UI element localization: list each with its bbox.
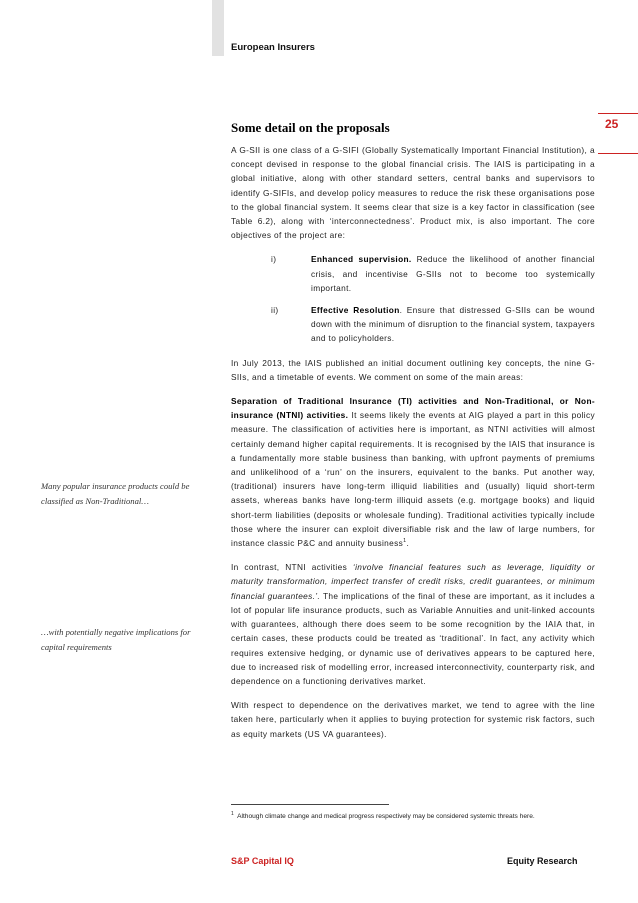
footer-section: Equity Research: [507, 856, 578, 866]
objective-item: [231, 303, 595, 346]
footnote-number: 1: [231, 810, 234, 817]
footnote-reference[interactable]: 1: [403, 538, 407, 545]
main-column: [231, 120, 595, 751]
objective-text: . Ensure that distressed G-SIIs can be wound down with the minimum of disruption to the financial system, taxpayers and to policyholders.: [311, 305, 595, 344]
july-paragraph: In July 2013, the IAIS published an initial document outlining key concepts, the nine G-SIIs, and a timetable of events. We comment on some of the main areas:: [231, 357, 595, 382]
objective-text: Reduce the likelihood of another financial crisis, and incentivise G-SIIs not to become too systemically important.: [311, 254, 596, 293]
page-number-rule-bottom: [598, 153, 638, 154]
sidenote-capital: …with potentially negative implications for capital requirements: [41, 627, 191, 652]
separation-heading: Separation of Traditional Insurance (TI) activities and Non-Traditional, or Non-insurance (NTNI) activities.: [231, 396, 595, 421]
objective-body: [311, 303, 595, 346]
objective-number: ii): [271, 305, 279, 316]
separation-paragraph: [231, 394, 595, 550]
footer-brand: S&P Capital IQ: [231, 856, 294, 866]
objectives-list: [231, 252, 595, 345]
objective-item: [231, 252, 595, 295]
objective-number: i): [271, 254, 277, 265]
intro-paragraph: A G-SII is one class of a G-SIFI (Globally Systematically Important Financial Institution), a concept devised in response to the global financial crisis. The IAIS is participating in a global initiative, along with other standard setters, central banks and supervisors to identify G-SIFIs, and develop policy measures to reduce the risk these organisations pose to the global financial system. It seems clear that size is a key factor in classification (see Table 6.2), along with ‘interconnectedness’. Product mix, is also important. The core objectives of the project are:: [231, 145, 595, 241]
objective-heading: Effective Resolution: [311, 305, 400, 316]
footnote-divider: [231, 804, 389, 805]
separation-text: It seems likely the events at AIG played a part in this policy measure. The classification of activities here is important, as NTNI activities will almost certainly demand higher capital requirements. It is recognised by the IAIS that insurance is a fundamentally more stable business than banking, with upfront payments of premiums and unlikelihood of a ‘run’ on the insurers, equivalent to the banks. Put another way, (traditional) insurers have long-term illiquid liabilities and (usually) liquid short-term assets, whereas banks have long-term illiquid assets (e.g. mortgage books) and liquid short-term liabilities (deposits or wholesale funding). Traditional activities typically include those where the insurer can exploit diversifiable risk and the law of large numbers, for instance classic P&C and annuity business: [231, 410, 595, 549]
running-header: European Insurers: [231, 42, 315, 53]
contrast-text: The implications of the final of these are important, as it includes a lot of popular life insurance products, such as Variable Annuities and unit-linked accounts with guarantees, although there does seem to be some recognition by the IAIA that, in certain cases, these products could be treated as ‘traditional’. In fact, any activity which requires extensive hedging, or dynamic use of derivatives appears to be captured here, due to increased risk of modelling error, increased interconnectivity, counterparty risk, and dependence on a functioning derivatives market.: [231, 590, 595, 686]
footnote: [231, 812, 595, 823]
page-number: 25: [605, 117, 619, 131]
contrast-lead: In contrast, NTNI activities: [231, 562, 353, 573]
sidenote-non-traditional: Many popular insurance products could be classified as Non-Traditional…: [41, 481, 190, 506]
page-number-rule-top: [598, 113, 638, 114]
section-title: Some detail on the proposals: [231, 120, 390, 135]
separation-end: .: [406, 538, 410, 549]
objective-heading: Enhanced supervision.: [311, 254, 412, 265]
header-tab-bar: [212, 0, 224, 56]
objective-body: [311, 252, 595, 295]
contrast-paragraph: [231, 560, 595, 688]
contrast-quote: ‘involve financial features such as leverage, liquidity or maturity transformation, imperfect transfer of credit risks, credit guarantees, or minimum financial guarantees.’.: [231, 562, 595, 601]
derivatives-paragraph: With respect to dependence on the derivatives market, we tend to agree with the line taken here, particularly when it applies to buying protection for systemic risk factors, such as equity markets (US VA guarantees).: [231, 700, 595, 739]
footnote-text: Although climate change and medical progress respectively may be considered systemic threats here.: [237, 813, 535, 820]
